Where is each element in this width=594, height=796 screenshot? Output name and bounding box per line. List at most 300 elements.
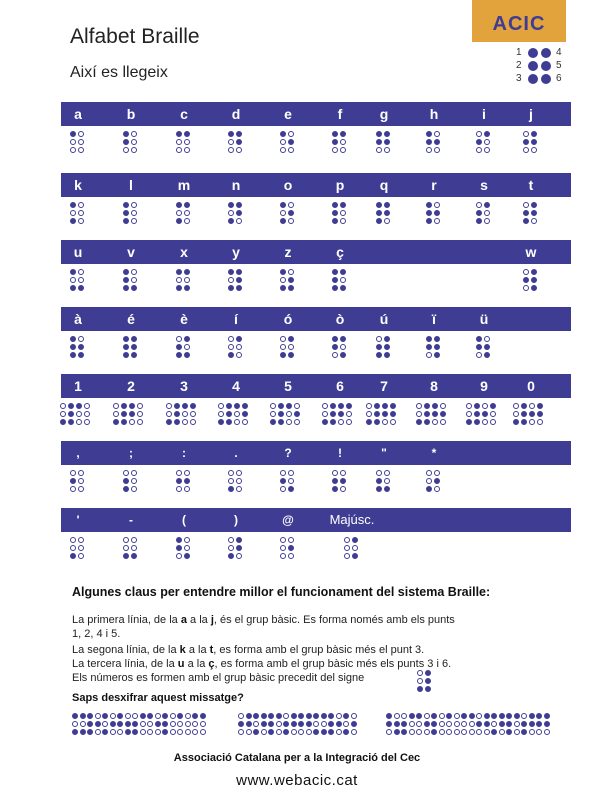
braille-dot-2: [338, 411, 344, 417]
braille-dot-5: [236, 545, 242, 551]
braille-message-cell: [431, 713, 446, 736]
braille-dot-5: [340, 139, 346, 145]
braille-dot-4: [137, 403, 143, 409]
braille-dot-5: [346, 411, 352, 417]
braille-dot-1: [70, 269, 76, 275]
braille-dot-5: [336, 721, 342, 727]
key-letter: j: [210, 614, 214, 626]
braille-message-cell: [461, 713, 476, 736]
braille-dot-4: [170, 713, 176, 719]
legend-dot: [528, 61, 538, 71]
braille-dot-6: [384, 147, 390, 153]
braille-cell: [123, 470, 138, 493]
braille-cell: [426, 202, 441, 225]
braille-dot-5: [340, 210, 346, 216]
braille-dot-3: [123, 285, 129, 291]
braille-label: ü: [479, 311, 489, 327]
braille-dot-4: [288, 336, 294, 342]
braille-dot-4: [236, 202, 242, 208]
key-letter: t: [209, 644, 214, 656]
braille-dot-4: [521, 403, 527, 409]
braille-label: ;: [129, 446, 133, 460]
braille-dot-6: [434, 352, 440, 358]
braille-dot-5: [125, 721, 131, 727]
braille-message-cell: [386, 713, 401, 736]
braille-dot-5: [131, 344, 137, 350]
quiz-heading: Saps desxifrar aquest missatge?: [72, 692, 244, 704]
braille-dot-1: [521, 713, 527, 719]
braille-cell: [332, 269, 347, 292]
braille-dot-5: [288, 210, 294, 216]
braille-dot-3: [426, 352, 432, 358]
braille-label: c: [180, 106, 188, 122]
legend-dot: [541, 74, 551, 84]
braille-dot-3: [228, 352, 234, 358]
braille-dot-1: [491, 713, 497, 719]
braille-dot-1: [416, 713, 422, 719]
braille-dot-6: [261, 729, 267, 735]
braille-dot-1: [182, 403, 188, 409]
braille-dot-2: [70, 478, 76, 484]
braille-dot-1: [376, 202, 382, 208]
braille-dot-3: [70, 352, 76, 358]
braille-dot-1: [176, 202, 182, 208]
braille-dot-6: [321, 729, 327, 735]
braille-dot-2: [268, 721, 274, 727]
braille-cell: [176, 202, 191, 225]
braille-dot-3: [332, 352, 338, 358]
braille-dot-1: [416, 403, 422, 409]
braille-dot-4: [469, 713, 475, 719]
key-letter: ç: [208, 658, 215, 670]
braille-dot-5: [278, 411, 284, 417]
braille-dot-3: [123, 486, 129, 492]
braille-dot-4: [394, 713, 400, 719]
braille-dot-5: [484, 210, 490, 216]
braille-dot-4: [434, 131, 440, 137]
braille-dot-3: [521, 729, 527, 735]
braille-number-sign: [513, 403, 528, 426]
braille-dot-2: [382, 411, 388, 417]
braille-dot-2: [60, 411, 66, 417]
braille-dot-1: [386, 713, 392, 719]
braille-dot-2: [280, 344, 286, 350]
braille-cell: [338, 403, 353, 426]
braille-dot-1: [117, 713, 123, 719]
braille-dot-2: [70, 545, 76, 551]
braille-dot-4: [278, 403, 284, 409]
braille-label: ): [234, 513, 238, 527]
braille-dot-3: [376, 218, 382, 224]
braille-dot-3: [228, 285, 234, 291]
braille-dot-1: [529, 403, 535, 409]
braille-dot-5: [384, 478, 390, 484]
braille-dot-3: [176, 147, 182, 153]
dot-number-3: 3: [516, 73, 522, 84]
braille-dot-6: [278, 419, 284, 425]
braille-dot-2: [432, 411, 438, 417]
braille-label: p: [335, 177, 345, 193]
braille-cell: [176, 269, 191, 292]
braille-cell: [176, 537, 191, 560]
braille-dot-3: [176, 218, 182, 224]
braille-dot-5: [454, 721, 460, 727]
braille-dot-4: [352, 537, 358, 543]
braille-cell: [123, 131, 138, 154]
braille-label: e: [284, 106, 292, 122]
braille-dot-3: [176, 553, 182, 559]
braille-dot-1: [332, 470, 338, 476]
braille-dot-3: [461, 729, 467, 735]
braille-dot-6: [336, 729, 342, 735]
braille-dot-1: [382, 403, 388, 409]
braille-dot-3: [332, 285, 338, 291]
braille-dot-6: [425, 686, 431, 692]
braille-dot-6: [170, 729, 176, 735]
braille-dot-5: [261, 721, 267, 727]
braille-dot-6: [409, 729, 415, 735]
braille-dot-4: [95, 713, 101, 719]
braille-dot-2: [376, 344, 382, 350]
braille-number-sign: [466, 403, 481, 426]
braille-dot-6: [236, 147, 242, 153]
braille-label: d: [231, 106, 241, 122]
braille-dot-4: [434, 202, 440, 208]
braille-dot-6: [434, 486, 440, 492]
braille-dot-5: [434, 210, 440, 216]
braille-dot-6: [434, 218, 440, 224]
braille-dot-6: [131, 553, 137, 559]
braille-dot-5: [288, 545, 294, 551]
braille-dot-1: [176, 269, 182, 275]
braille-dot-5: [137, 411, 143, 417]
braille-number-sign: [218, 403, 233, 426]
braille-dot-3: [376, 352, 382, 358]
braille-dot-2: [228, 210, 234, 216]
braille-label: m: [177, 177, 191, 193]
braille-dot-6: [521, 419, 527, 425]
braille-dot-4: [121, 403, 127, 409]
braille-dot-5: [291, 721, 297, 727]
braille-dot-5: [131, 478, 137, 484]
braille-dot-1: [417, 670, 423, 676]
braille-dot-2: [176, 277, 182, 283]
braille-dot-4: [125, 713, 131, 719]
braille-dot-1: [70, 131, 76, 137]
braille-message-cell: [162, 713, 177, 736]
braille-dot-2: [523, 210, 529, 216]
braille-dot-3: [491, 729, 497, 735]
braille-dot-1: [332, 202, 338, 208]
braille-dot-1: [426, 336, 432, 342]
braille-dot-4: [514, 713, 520, 719]
braille-dot-3: [386, 729, 392, 735]
braille-dot-1: [482, 403, 488, 409]
braille-dot-4: [384, 202, 390, 208]
braille-dot-2: [523, 277, 529, 283]
braille-cell: [123, 537, 138, 560]
braille-label: ": [381, 446, 387, 460]
braille-dot-2: [523, 139, 529, 145]
braille-dot-2: [228, 277, 234, 283]
braille-cell: [123, 202, 138, 225]
braille-dot-2: [332, 344, 338, 350]
braille-dot-5: [185, 721, 191, 727]
braille-dot-6: [246, 729, 252, 735]
braille-cell: [123, 269, 138, 292]
braille-dot-1: [432, 403, 438, 409]
braille-label: !: [338, 446, 342, 460]
braille-dot-4: [490, 403, 496, 409]
braille-dot-4: [336, 713, 342, 719]
braille-dot-4: [174, 403, 180, 409]
braille-dot-3: [280, 352, 286, 358]
braille-dot-3: [426, 486, 432, 492]
braille-dot-4: [424, 713, 430, 719]
braille-dot-4: [454, 713, 460, 719]
braille-dot-5: [340, 277, 346, 283]
braille-dot-6: [288, 486, 294, 492]
braille-cell: [228, 470, 243, 493]
braille-dot-5: [544, 721, 550, 727]
braille-dot-5: [140, 721, 146, 727]
braille-dot-4: [78, 470, 84, 476]
braille-dot-2: [529, 411, 535, 417]
braille-dot-2: [313, 721, 319, 727]
braille-dot-5: [330, 411, 336, 417]
braille-dot-2: [270, 411, 276, 417]
braille-dot-3: [382, 419, 388, 425]
braille-dot-2: [228, 344, 234, 350]
braille-dot-2: [228, 545, 234, 551]
braille-dot-3: [70, 486, 76, 492]
acic-logo: [472, 0, 566, 42]
braille-dot-5: [78, 478, 84, 484]
braille-label: ?: [284, 446, 292, 460]
braille-dot-6: [131, 352, 137, 358]
braille-dot-4: [184, 131, 190, 137]
braille-dot-4: [131, 537, 137, 543]
braille-dot-6: [242, 419, 248, 425]
braille-dot-6: [351, 729, 357, 735]
braille-dot-2: [476, 721, 482, 727]
braille-cell: [476, 202, 491, 225]
braille-dot-3: [366, 419, 372, 425]
braille-dot-1: [286, 403, 292, 409]
braille-dot-5: [190, 411, 196, 417]
braille-dot-5: [424, 411, 430, 417]
braille-dot-5: [84, 411, 90, 417]
braille-dot-3: [113, 419, 119, 425]
braille-dot-5: [384, 139, 390, 145]
braille-dot-4: [185, 713, 191, 719]
braille-dot-3: [123, 218, 129, 224]
braille-dot-1: [123, 470, 129, 476]
braille-dot-5: [78, 210, 84, 216]
braille-dot-4: [529, 713, 535, 719]
braille-dot-3: [280, 147, 286, 153]
braille-cell: [129, 403, 144, 426]
braille-dot-2: [253, 721, 259, 727]
braille-dot-2: [176, 545, 182, 551]
braille-message-cell: [268, 713, 283, 736]
braille-cell: [376, 202, 391, 225]
braille-dot-2: [536, 721, 542, 727]
braille-dot-4: [184, 470, 190, 476]
braille-dot-1: [228, 269, 234, 275]
braille-dot-3: [432, 419, 438, 425]
braille-dot-6: [340, 285, 346, 291]
braille-dot-4: [288, 269, 294, 275]
braille-dot-1: [376, 131, 382, 137]
key-text: a la: [185, 644, 210, 656]
braille-dot-4: [484, 713, 490, 719]
braille-number-sign: [60, 403, 75, 426]
braille-dot-3: [523, 218, 529, 224]
braille-dot-2: [426, 210, 432, 216]
braille-dot-4: [351, 713, 357, 719]
braille-dot-4: [374, 403, 380, 409]
braille-dot-4: [131, 202, 137, 208]
braille-dot-3: [70, 147, 76, 153]
braille-dot-5: [439, 721, 445, 727]
braille-dot-6: [236, 486, 242, 492]
braille-dot-1: [328, 713, 334, 719]
braille-cell: [228, 269, 243, 292]
braille-dot-5: [200, 721, 206, 727]
key-paragraph-2: [72, 643, 424, 657]
braille-dot-3: [417, 686, 423, 692]
braille-dot-5: [236, 478, 242, 484]
braille-label: u: [73, 244, 83, 260]
braille-dot-6: [490, 419, 496, 425]
braille-dot-4: [439, 713, 445, 719]
braille-dot-6: [226, 419, 232, 425]
braille-dot-5: [374, 411, 380, 417]
braille-dot-2: [431, 721, 437, 727]
braille-label: è: [180, 311, 188, 327]
braille-dot-5: [288, 277, 294, 283]
key-text: , és el grup bàsic. Es forma només amb els punts: [213, 614, 455, 626]
braille-dot-2: [192, 721, 198, 727]
braille-dot-2: [332, 210, 338, 216]
braille-dot-6: [531, 285, 537, 291]
braille-dot-3: [280, 285, 286, 291]
braille-cell: [376, 336, 391, 359]
braille-dot-4: [131, 336, 137, 342]
dot-number-4: 4: [556, 47, 562, 58]
braille-cell: [426, 336, 441, 359]
braille-dot-1: [176, 131, 182, 137]
braille-dot-2: [70, 277, 76, 283]
braille-dot-3: [286, 419, 292, 425]
braille-dot-5: [434, 344, 440, 350]
braille-dot-4: [531, 131, 537, 137]
braille-cell: [70, 131, 85, 154]
braille-dot-2: [102, 721, 108, 727]
braille-dot-6: [190, 419, 196, 425]
braille-cell: [482, 403, 497, 426]
braille-dot-2: [426, 344, 432, 350]
braille-dot-4: [261, 713, 267, 719]
braille-dot-4: [131, 131, 137, 137]
braille-dot-3: [129, 419, 135, 425]
braille-dot-4: [294, 403, 300, 409]
braille-dot-2: [366, 411, 372, 417]
braille-dot-6: [84, 419, 90, 425]
braille-dot-1: [446, 713, 452, 719]
braille-dot-4: [78, 336, 84, 342]
braille-dot-1: [132, 713, 138, 719]
braille-label: ': [76, 513, 80, 527]
braille-dot-1: [113, 403, 119, 409]
braille-dot-1: [123, 131, 129, 137]
braille-dot-3: [182, 419, 188, 425]
braille-dot-3: [536, 729, 542, 735]
braille-dot-5: [276, 721, 282, 727]
braille-cell: [280, 131, 295, 154]
braille-dot-6: [78, 553, 84, 559]
braille-cell: [228, 336, 243, 359]
braille-dot-6: [78, 352, 84, 358]
key-text: a la: [186, 614, 211, 626]
braille-dot-4: [80, 713, 86, 719]
braille-cell: [70, 470, 85, 493]
braille-dot-1: [344, 537, 350, 543]
braille-dot-1: [332, 131, 338, 137]
braille-label: z: [284, 244, 292, 260]
braille-dot-1: [228, 336, 234, 342]
braille-label: ó: [283, 311, 293, 327]
braille-dot-1: [123, 336, 129, 342]
braille-dot-6: [531, 147, 537, 153]
braille-dot-4: [288, 131, 294, 137]
braille-label: y: [232, 244, 240, 260]
braille-dot-2: [426, 139, 432, 145]
braille-label: l: [129, 177, 133, 193]
braille-dot-4: [78, 537, 84, 543]
braille-number-sign: [166, 403, 181, 426]
braille-dot-5: [131, 210, 137, 216]
braille-dot-5: [110, 721, 116, 727]
braille-dot-4: [340, 202, 346, 208]
braille-dot-5: [499, 721, 505, 727]
braille-dot-6: [131, 218, 137, 224]
braille-dot-2: [176, 210, 182, 216]
braille-dot-1: [283, 713, 289, 719]
braille-dot-6: [131, 486, 137, 492]
braille-label: i: [482, 106, 486, 122]
key-letter: a: [180, 614, 187, 626]
braille-dot-4: [236, 336, 242, 342]
braille-cell: [176, 336, 191, 359]
braille-dot-5: [514, 721, 520, 727]
braille-dot-6: [454, 729, 460, 735]
braille-dot-5: [131, 139, 137, 145]
braille-dot-3: [280, 486, 286, 492]
braille-dot-2: [280, 277, 286, 283]
braille-dot-6: [276, 729, 282, 735]
braille-label: (: [182, 513, 186, 527]
braille-dot-5: [321, 721, 327, 727]
braille-dot-3: [482, 419, 488, 425]
braille-dot-1: [129, 403, 135, 409]
braille-dot-2: [162, 721, 168, 727]
braille-dot-6: [78, 218, 84, 224]
braille-dot-2: [70, 344, 76, 350]
braille-dot-1: [176, 470, 182, 476]
braille-dot-3: [523, 147, 529, 153]
